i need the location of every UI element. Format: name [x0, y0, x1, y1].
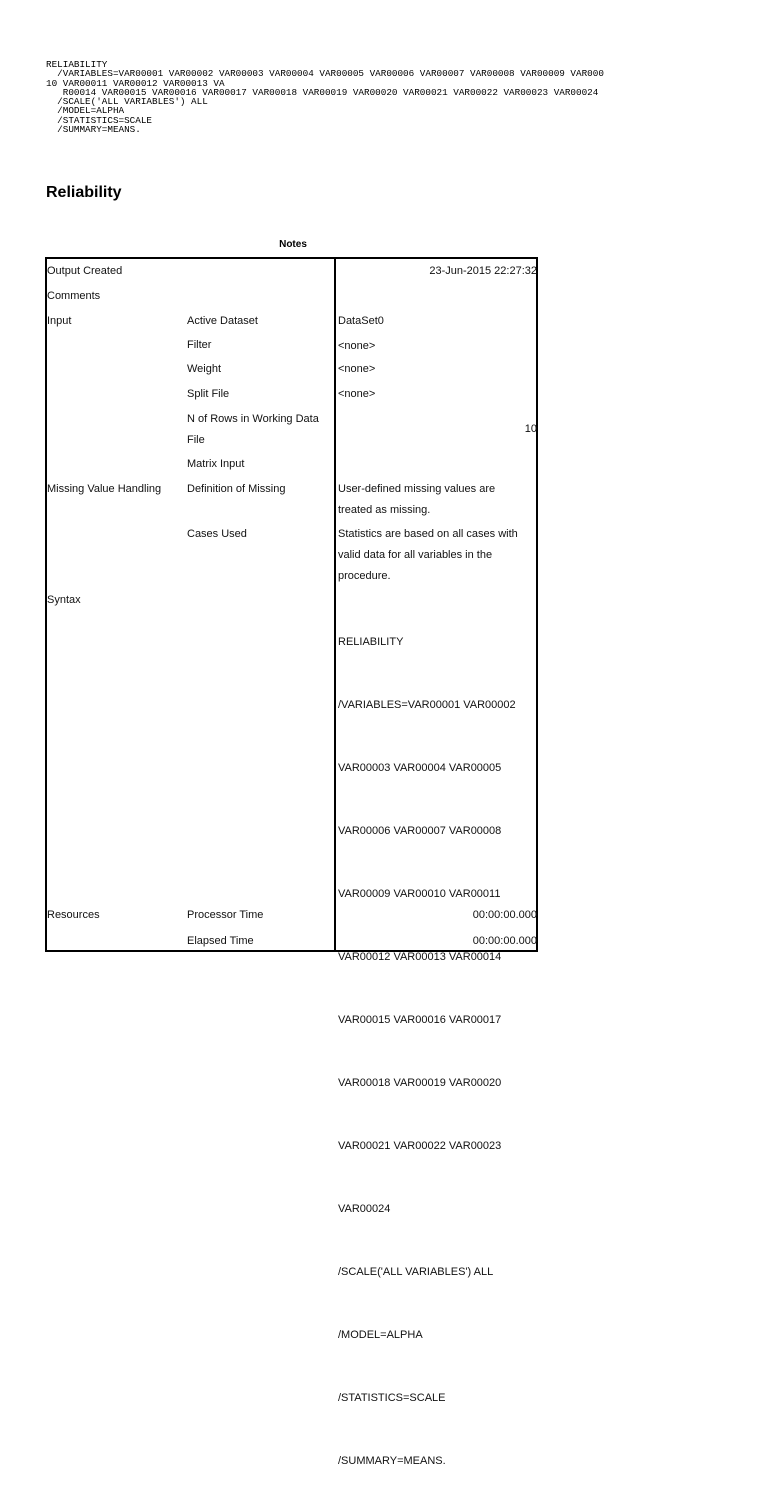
output-created-value: 23-Jun-2015 22:27:32 [429, 265, 537, 277]
weight-value: <none> [338, 363, 376, 375]
notes-table-title: Notes [279, 239, 307, 250]
split-file-label: Split File [187, 388, 230, 400]
filter-label: Filter [187, 339, 212, 351]
output-created-label: Output Created [47, 265, 123, 277]
syntax-value-line: /MODEL=ALPHA [338, 1329, 423, 1341]
syntax-line: /SCALE('ALL VARIABLES') ALL [46, 96, 208, 108]
syntax-line: /MODEL=ALPHA [46, 105, 125, 117]
cases-used-line: valid data for all variables in the [338, 549, 493, 561]
syntax-value-line: VAR00024 [338, 1203, 391, 1215]
n-rows-label-line: File [187, 434, 205, 446]
syntax-value-line: VAR00006 VAR00007 VAR00008 [338, 825, 502, 837]
syntax-value-line: /STATISTICS=SCALE [338, 1392, 446, 1404]
syntax-line: /VARIABLES=VAR00001 VAR00002 VAR00003 VAR00004 VAR00005 VAR00006 VAR00007 VAR00008 VAR00009 VAR000 [46, 68, 604, 80]
cases-used-line: Statistics are based on all cases with [338, 528, 518, 540]
syntax-value-line: VAR00021 VAR00022 VAR00023 [338, 1140, 502, 1152]
syntax-line: R00014 VAR00015 VAR00016 VAR00017 VAR00018 VAR00019 VAR00020 VAR00021 VAR00022 VAR00023 VAR00024 [46, 86, 599, 98]
active-dataset-value: DataSet0 [338, 315, 384, 327]
processor-time-value: 00:00:00.000 [472, 909, 537, 921]
syntax-value-line: /SUMMARY=MEANS. [338, 1455, 446, 1467]
cases-used-label: Cases Used [187, 528, 247, 540]
syntax-value-line: /SCALE('ALL VARIABLES') ALL [338, 1266, 494, 1278]
notes-table-divider [334, 257, 336, 952]
elapsed-time-label: Elapsed Time [187, 935, 254, 947]
syntax-value-line: VAR00003 VAR00004 VAR00005 [338, 762, 502, 774]
syntax-label: Syntax [47, 594, 81, 606]
syntax-value-line: VAR00015 VAR00016 VAR00017 [338, 1014, 502, 1026]
syntax-value-line: VAR00012 VAR00013 VAR00014 [338, 951, 502, 963]
comments-label: Comments [47, 290, 101, 302]
cases-used-line: procedure. [338, 570, 391, 582]
split-file-value: <none> [338, 388, 376, 400]
n-rows-label-line: N of Rows in Working Data [187, 413, 319, 425]
active-dataset-label: Active Dataset [187, 315, 258, 327]
weight-label: Weight [187, 363, 222, 375]
syntax-line: 10 VAR00011 VAR00012 VAR00013 VA [46, 77, 225, 89]
filter-value: <none> [338, 340, 376, 352]
syntax-value-line: /VARIABLES=VAR00001 VAR00002 [338, 699, 516, 711]
definition-line: User-defined missing values are [338, 483, 496, 495]
syntax-value-line: RELIABILITY [338, 636, 404, 648]
cases-used-value [338, 524, 533, 587]
syntax-value-line: VAR00009 VAR00010 VAR00011 [338, 888, 501, 900]
definition-of-missing-value [338, 479, 533, 521]
definition-of-missing-label: Definition of Missing [187, 483, 286, 495]
syntax-line: /STATISTICS=SCALE [46, 114, 153, 126]
syntax-line: /SUMMARY=MEANS. [46, 124, 141, 136]
missing-value-handling-label: Missing Value Handling [47, 483, 162, 495]
definition-line: treated as missing. [338, 504, 431, 516]
syntax-command-block [46, 60, 604, 134]
n-rows-label [187, 409, 332, 451]
resources-label: Resources [47, 909, 100, 921]
matrix-input-label: Matrix Input [187, 458, 245, 470]
input-label: Input [47, 315, 72, 327]
reliability-heading: Reliability [46, 184, 122, 201]
n-rows-value: 10 [524, 423, 537, 435]
syntax-value-line: VAR00018 VAR00019 VAR00020 [338, 1077, 502, 1089]
syntax-value [338, 590, 533, 1493]
elapsed-time-value: 00:00:00.000 [472, 935, 537, 947]
syntax-line: RELIABILITY [46, 59, 108, 70]
processor-time-label: Processor Time [187, 909, 264, 921]
